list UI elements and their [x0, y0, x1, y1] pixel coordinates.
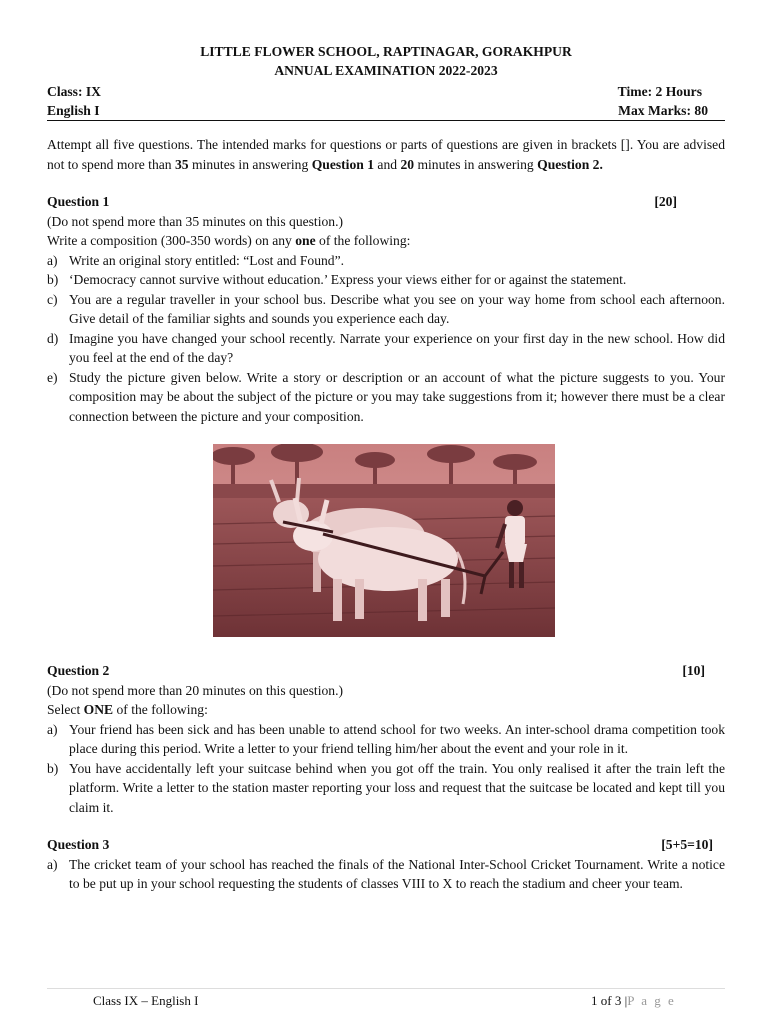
question-3-option-a: a) The cricket team of your school has reached the finals of the National Inter-School Cricket Tournament. Write a notice to be put up in your school requesting the students of classes VIII to X to reach the stadium and cheer your team. [47, 856, 725, 891]
question-2-option-a: a) Your friend has been sick and has been unable to attend school for two weeks. An inter-school drama competition took place during this period. Write a letter to your friend telling him/her about the event and your role in it. [47, 721, 725, 756]
question-1-heading [47, 192, 725, 212]
exam-title: ANNUAL EXAMINATION 2022-2023 [274, 63, 498, 78]
time-label: Time: 2 Hours [617, 84, 702, 99]
school-name: LITTLE FLOWER SCHOOL, RAPTINAGAR, GORAKHPUR [200, 44, 572, 59]
question-1-title: Question 1 [47, 194, 110, 209]
footer-page-number: 1 of 3 |P a g e [591, 993, 676, 1008]
exam-page [47, 42, 725, 894]
question-1-marks: [20] [654, 194, 677, 209]
question-1-options [47, 251, 725, 427]
question-1-prompt: Write a composition (300-350 words) on any one of the following: [47, 233, 411, 248]
question-2-option-b: b) You have accidentally left your suitcase behind when you got off the train. You only realised it after the train left the platform. Write a letter to the station master reporting your loss and request that the suitcase be located and kept till you claim it. [47, 760, 725, 815]
question-2-note: (Do not spend more than 20 minutes on this question.) [47, 682, 344, 698]
question-2-options [47, 720, 725, 818]
question-3-title: Question 3 [47, 837, 110, 852]
question-2-marks: [10] [682, 663, 705, 678]
footer-class-subject: Class IX – English I [93, 993, 199, 1008]
instructions: Attempt all five questions. The intended marks for questions or parts of questions are given in brackets []. You are advised not to spend more than 35 minutes in answering Question 1 and 20 minutes in answering Question 2. [47, 137, 725, 172]
class-time-row [47, 82, 725, 101]
question-1-option-c: c) You are a regular traveller in your school bus. Describe what you see on your way home from school each afternoon. Give detail of the familiar sights and sounds you experience each day. [47, 291, 725, 326]
question-1-option-e: e) Study the picture given below. Write a story or description or an account of what the picture suggests to you. Your composition may be about the subject of the picture or you may take suggestions from it; however there must be a clear connection between the picture and your composition. [47, 369, 725, 424]
question-2-title: Question 2 [47, 663, 110, 678]
question-3-heading [47, 835, 725, 855]
question-1-option-b: b) ‘Democracy cannot survive without education.’ Express your views either for or against the statement. [47, 272, 627, 287]
class-label: Class: IX [47, 84, 102, 99]
ploughing-illustration [213, 444, 555, 637]
question-1-note: (Do not spend more than 35 minutes on this question.) [47, 213, 344, 229]
page-footer [47, 988, 725, 1008]
question-2-prompt: Select ONE of the following: [47, 702, 208, 717]
ploughing-picture [213, 444, 555, 637]
question-1-option-d: d) Imagine you have changed your school recently. Narrate your experience on your first day in the new school. How did you feel at the end of the day? [47, 330, 725, 365]
max-marks-label: Max Marks: 80 [618, 103, 708, 118]
question-1-option-a: a) Write an original story entitled: “Lost and Found”. [47, 252, 345, 268]
subject-marks-row [47, 101, 725, 121]
subject-label: English I [47, 103, 100, 118]
question-2-heading [47, 661, 725, 681]
question-3-marks: [5+5=10] [661, 837, 713, 852]
question-3-options [47, 855, 725, 894]
